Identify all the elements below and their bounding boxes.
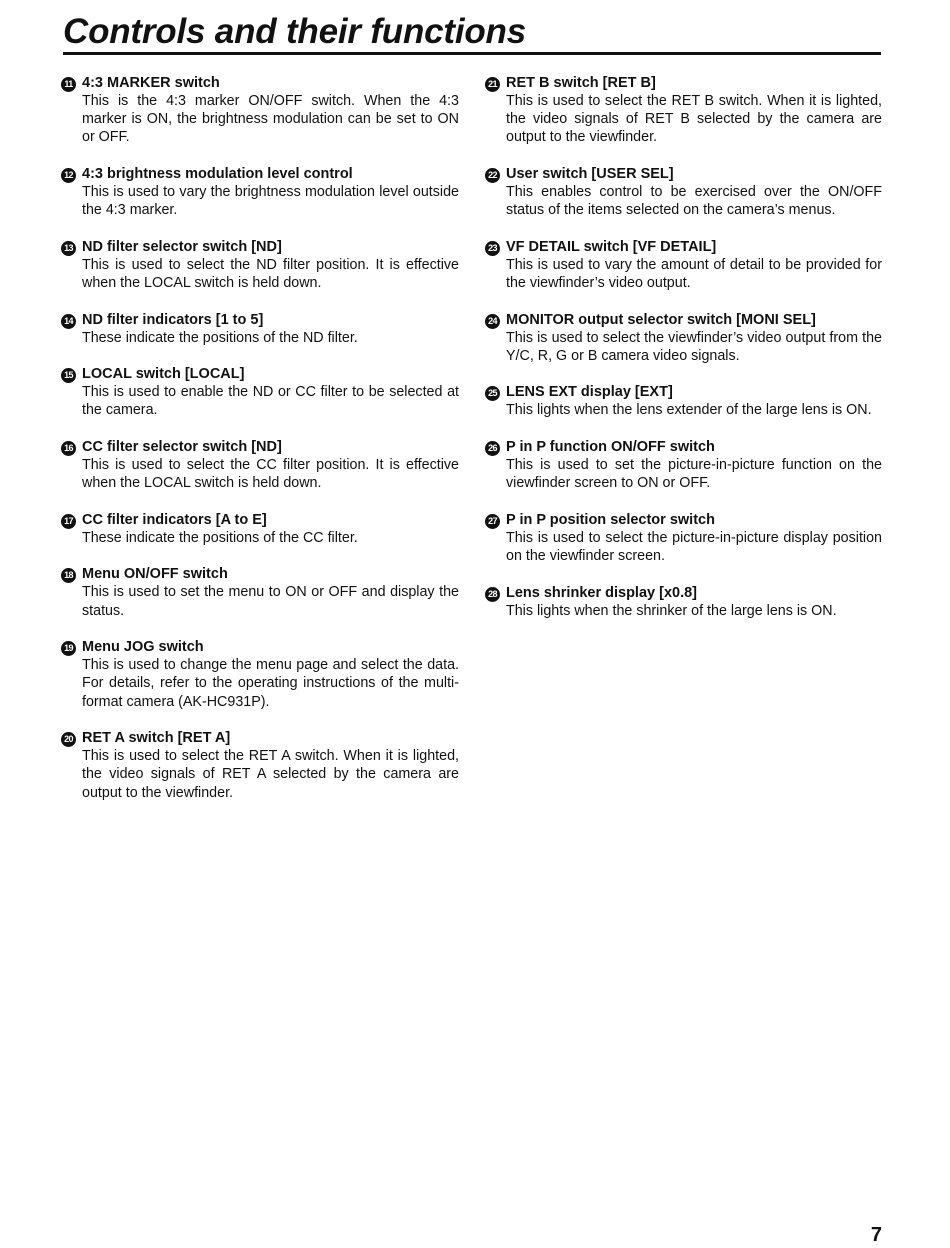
page-title: Controls and their functions: [63, 12, 527, 51]
title-rule: [63, 52, 881, 55]
control-item-14: [61, 311, 459, 347]
item-number-badge: 12: [61, 168, 76, 183]
item-description: This is used to select the RET B switch. When it is lighted, the video signals of RET B selected by the camera are output to the viewfinder.: [506, 93, 882, 146]
control-item-19: [61, 638, 459, 711]
item-description: These indicate the positions of the ND filter.: [82, 329, 358, 346]
control-item-24: [485, 311, 882, 365]
item-description: This lights when the shrinker of the large lens is ON.: [506, 602, 837, 619]
control-item-25: [485, 383, 882, 419]
item-description: This is used to vary the brightness modulation level outside the 4:3 marker.: [82, 184, 459, 219]
item-heading: Menu ON/OFF switch: [82, 566, 228, 583]
item-description: This enables control to be exercised over the ON/OFF status of the items selected on the camera’s menus.: [506, 184, 882, 219]
item-heading: User switch [USER SEL]: [506, 166, 674, 182]
item-description: This is used to select the CC filter position. It is effective when the LOCAL switch is held down.: [82, 456, 459, 492]
item-heading: 4:3 brightness modulation level control: [82, 166, 353, 182]
left-column: [61, 74, 459, 802]
control-item-22: [485, 165, 882, 219]
item-heading: MONITOR output selector switch [MONI SEL]: [506, 311, 816, 328]
control-item-26: [485, 438, 882, 492]
item-description: This is used to change the menu page and select the data. For details, refer to the operating instructions of the multi-format camera (AK-HC931P).: [82, 657, 459, 710]
item-heading: P in P position selector switch: [506, 511, 715, 528]
item-heading: LOCAL switch [LOCAL]: [82, 366, 245, 383]
item-number-badge: 21: [485, 77, 500, 92]
control-item-15: [61, 365, 459, 419]
item-number-badge: 28: [485, 587, 500, 602]
item-description: This is used to select the viewfinder’s video output from the Y/C, R, G or B camera video signals.: [506, 329, 882, 364]
control-item-23: [485, 238, 882, 292]
item-number-badge: 13: [61, 241, 76, 256]
item-description: This is used to set the picture-in-picture function on the viewfinder screen to ON or OFF.: [506, 456, 882, 492]
item-number-badge: 24: [485, 314, 500, 329]
item-heading: Menu JOG switch: [82, 639, 204, 656]
control-item-12: [61, 165, 459, 219]
item-description: This is the 4:3 marker ON/OFF switch. When the 4:3 marker is ON, the brightness modulation can be set to ON or OFF.: [82, 93, 459, 146]
item-number-badge: 22: [485, 168, 500, 183]
item-number-badge: 19: [61, 641, 76, 656]
control-item-13: [61, 238, 459, 292]
item-number-badge: 17: [61, 514, 76, 529]
control-item-27: [485, 511, 882, 565]
item-number-badge: 18: [61, 568, 76, 583]
item-number-badge: 23: [485, 241, 500, 256]
item-description: This is used to select the picture-in-picture display position on the viewfinder screen.: [506, 529, 882, 564]
item-number-badge: 26: [485, 441, 500, 456]
item-heading: 4:3 MARKER switch: [82, 75, 220, 91]
control-item-18: [61, 565, 459, 619]
right-column: [485, 74, 882, 620]
item-number-badge: 15: [61, 368, 76, 383]
item-heading: RET B switch [RET B]: [506, 75, 656, 91]
item-number-badge: 25: [485, 386, 500, 401]
control-item-20: [61, 729, 459, 802]
item-description: This lights when the lens extender of the large lens is ON.: [506, 402, 872, 419]
item-description: These indicate the positions of the CC filter.: [82, 529, 358, 546]
item-number-badge: 11: [61, 77, 76, 92]
item-heading: VF DETAIL switch [VF DETAIL]: [506, 238, 717, 255]
item-number-badge: 20: [61, 732, 76, 747]
control-item-21: [485, 74, 882, 147]
page-number: 7: [870, 1224, 882, 1246]
item-description: This is used to select the ND filter position. It is effective when the LOCAL switch is held down.: [82, 256, 459, 291]
item-number-badge: 16: [61, 441, 76, 456]
control-item-11: [61, 74, 459, 147]
control-item-16: [61, 438, 459, 492]
control-item-28: [485, 584, 882, 620]
item-number-badge: 27: [485, 514, 500, 529]
item-number-badge: 14: [61, 314, 76, 329]
item-heading: Lens shrinker display [x0.8]: [506, 584, 697, 601]
item-heading: ND filter indicators [1 to 5]: [82, 311, 264, 328]
item-description: This is used to set the menu to ON or OFF and display the status.: [82, 584, 459, 619]
item-description: This is used to enable the ND or CC filter to be selected at the camera.: [82, 384, 459, 419]
item-heading: RET A switch [RET A]: [82, 730, 231, 747]
item-description: This is used to select the RET A switch. When it is lighted, the video signals of RET A selected by the camera are output to the viewfinder.: [82, 748, 459, 801]
control-item-17: [61, 511, 459, 547]
item-description: This is used to vary the amount of detail to be provided for the viewfinder’s video output.: [506, 256, 882, 291]
item-heading: CC filter indicators [A to E]: [82, 511, 267, 528]
item-heading: LENS EXT display [EXT]: [506, 384, 673, 401]
item-heading: P in P function ON/OFF switch: [506, 438, 715, 455]
item-heading: ND filter selector switch [ND]: [82, 238, 282, 255]
item-heading: CC filter selector switch [ND]: [82, 438, 282, 455]
